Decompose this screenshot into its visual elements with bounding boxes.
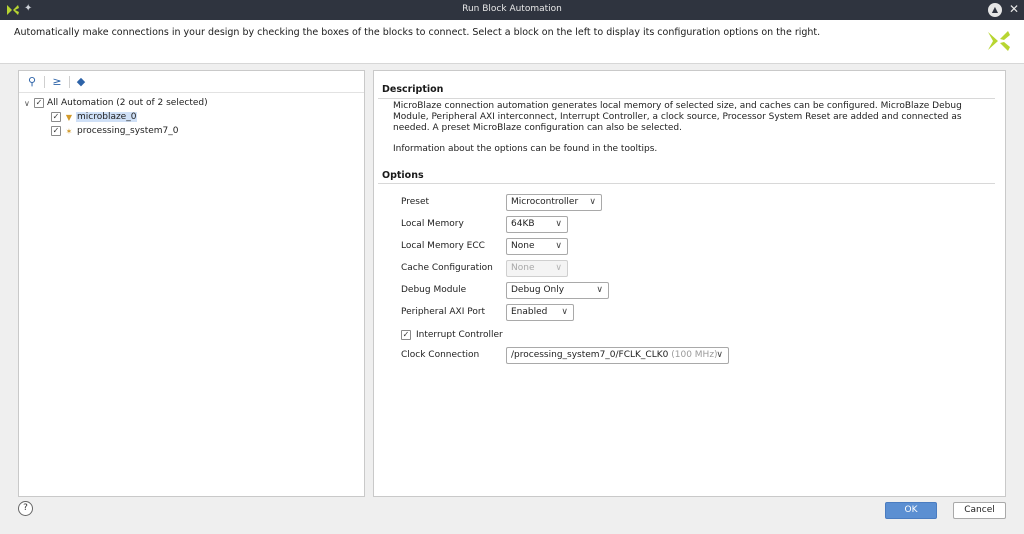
processing-system-checkbox[interactable]: ✓ xyxy=(52,126,60,135)
peripheral-axi-port-label: Peripheral AXI Port xyxy=(401,307,486,317)
ip-block-icon: ✶ xyxy=(65,126,73,136)
toolbar-separator xyxy=(69,76,70,88)
local-memory-ecc-dropdown[interactable] xyxy=(506,238,568,255)
debug-module-dropdown[interactable] xyxy=(506,282,609,299)
section-divider xyxy=(378,183,995,184)
root-checkbox[interactable]: ✓ xyxy=(35,98,43,107)
preset-label: Preset xyxy=(401,197,430,207)
chevron-down-icon: ∨ xyxy=(589,197,596,207)
local-memory-ecc-label: Local Memory ECC xyxy=(401,241,485,251)
window-title: Run Block Automation xyxy=(462,4,562,14)
chevron-down-icon: ∨ xyxy=(555,263,562,273)
chevron-down-icon: ∨ xyxy=(555,219,562,229)
tooltip-info-text: Information about the options can be found in the tooltips. xyxy=(393,144,658,154)
cache-configuration-dropdown xyxy=(506,260,568,277)
debug-module-label: Debug Module xyxy=(401,285,467,295)
clock-connection-dropdown[interactable] xyxy=(506,347,729,364)
tree-item-label: processing_system7_0 xyxy=(77,126,179,136)
microblaze-checkbox[interactable]: ✓ xyxy=(52,112,60,121)
local-memory-dropdown[interactable] xyxy=(506,216,568,233)
cache-configuration-label: Cache Configuration xyxy=(401,263,493,273)
automation-tree-panel xyxy=(18,70,365,497)
cache-configuration-value: None xyxy=(511,263,535,273)
local-memory-ecc-value: None xyxy=(511,241,535,251)
dialog-body xyxy=(0,64,1024,534)
close-icon[interactable]: ✕ xyxy=(1008,2,1019,16)
preset-dropdown[interactable] xyxy=(506,194,602,211)
tree-item-label: microblaze_0 xyxy=(77,112,137,122)
chevron-up-icon[interactable]: ▲ xyxy=(988,3,1002,17)
tree-item-processing-system[interactable] xyxy=(51,124,180,138)
description-text: MicroBlaze connection automation generates local memory of selected size, and caches can be configured. MicroBlaze Debug Module, Peripheral AXI interconnect, Interrupt Controller, a clock source, Processor System Reset are added and connected as needed. A preset MicroBlaze configuration can also be selected. xyxy=(393,101,962,133)
peripheral-axi-port-value: Enabled xyxy=(511,307,548,317)
search-icon[interactable]: ⚲ xyxy=(27,75,37,88)
ok-button[interactable]: OK xyxy=(885,502,937,519)
interrupt-controller-option[interactable] xyxy=(401,328,504,342)
local-memory-label: Local Memory xyxy=(401,219,464,229)
chevron-down-icon: ∨ xyxy=(596,285,603,295)
chevron-down-icon: ∨ xyxy=(561,307,568,317)
tree-root-row[interactable] xyxy=(24,96,209,110)
local-memory-value: 64KB xyxy=(511,219,535,229)
preset-value: Microcontroller xyxy=(511,197,579,207)
tree-item-microblaze[interactable] xyxy=(51,110,137,124)
clock-connection-label: Clock Connection xyxy=(401,350,480,360)
chevron-down-icon: ∨ xyxy=(716,350,723,360)
expand-all-icon[interactable]: ◆ xyxy=(76,75,86,88)
pin-icon[interactable]: ✦ xyxy=(24,3,33,14)
help-button[interactable]: ? xyxy=(18,501,33,516)
interrupt-controller-label: Interrupt Controller xyxy=(416,330,503,340)
dialog-header xyxy=(0,20,1024,64)
xilinx-logo-icon xyxy=(984,26,1012,54)
peripheral-axi-port-dropdown[interactable] xyxy=(506,304,574,321)
interrupt-controller-checkbox[interactable]: ✓ xyxy=(402,330,410,339)
ip-block-icon: ▼ xyxy=(65,112,73,122)
toolbar-separator xyxy=(44,76,45,88)
configuration-panel xyxy=(373,70,1006,497)
collapse-all-icon[interactable]: ≥ xyxy=(52,75,62,88)
chevron-down-icon: ∨ xyxy=(555,241,562,251)
clock-connection-value: /processing_system7_0/FCLK_CLK0 xyxy=(511,350,669,360)
section-divider xyxy=(378,98,995,99)
chevron-down-icon[interactable]: ∨ xyxy=(24,98,30,108)
header-description: Automatically make connections in your design by checking the boxes of the blocks to connect. Select a block on the left to display its configuration options on the right. xyxy=(14,27,821,38)
tree-root-label: All Automation (2 out of 2 selected) xyxy=(47,98,208,108)
tree-toolbar xyxy=(19,71,364,93)
description-heading: Description xyxy=(382,84,444,95)
options-heading: Options xyxy=(382,170,424,181)
title-bar xyxy=(0,0,1024,20)
cancel-button[interactable]: Cancel xyxy=(953,502,1006,519)
debug-module-value: Debug Only xyxy=(511,285,565,295)
clock-frequency-hint: (100 MHz) xyxy=(671,350,718,360)
